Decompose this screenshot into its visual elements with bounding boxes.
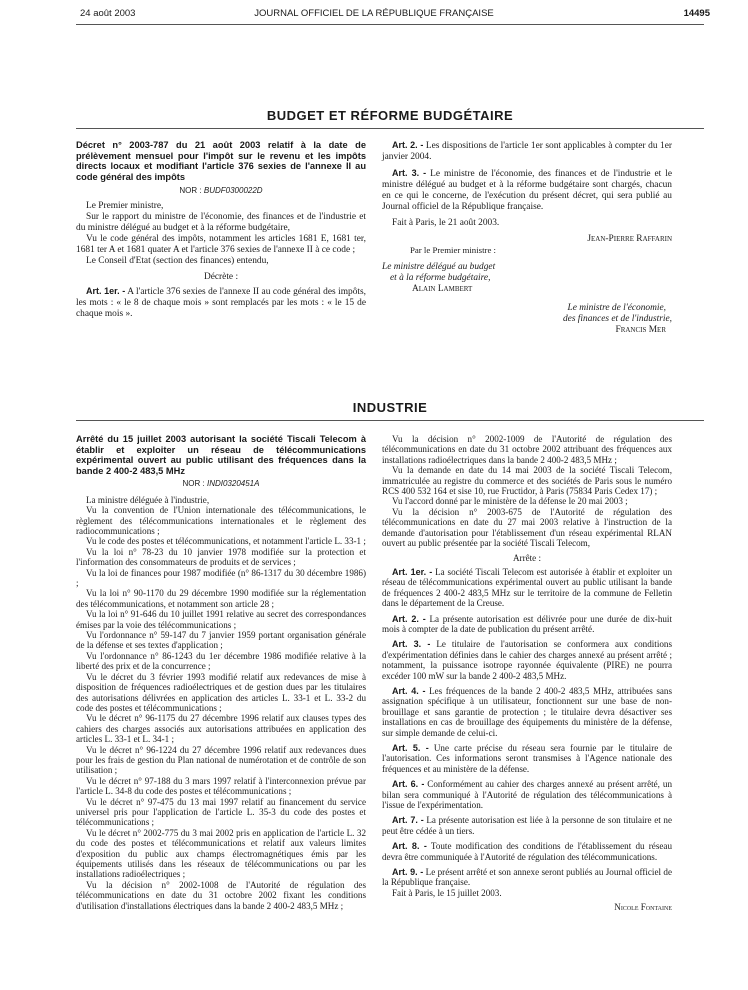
decree-para: Vu le code général des impôts, notamment les articles 1681 E, 1681 ter, 1681 ter A et 1681 quater A et l'article 376 sexies de l'annexe II à ce code ; <box>76 234 366 256</box>
arrete-article-2: Art. 2. - La présente autorisation est délivrée pour une durée de dix-huit mois à compter de la date de publication du présent arrêté. <box>382 613 672 634</box>
header-date: 24 août 2003 <box>80 8 136 19</box>
section-rule-budget <box>76 128 704 129</box>
decree-para: Le Conseil d'Etat (section des finances) entendu, <box>86 256 269 267</box>
arrete-visa: Vu le code des postes et télécommunications, et notamment l'article L. 33-1 ; <box>86 536 366 547</box>
signer-fontaine: Nicole Fontaine <box>614 902 672 913</box>
decree-done: Fait à Paris, le 21 août 2003. <box>392 218 500 228</box>
par-le-premier-ministre: Par le Premier ministre : <box>410 245 496 255</box>
arrete-visa: Vu le décret n° 96-1175 du 27 décembre 1996 relatif aux clauses types des cahiers des charges associés aux autorisations attribuées en application des articles L. 33-1 et L. 34-1 ; <box>76 713 366 745</box>
section-title-industrie: INDUSTRIE <box>352 400 428 415</box>
arrete-visa: Vu l'ordonnance n° 86-1243 du 1er décembre 1986 modifiée relative à la liberté des prix et de la concurrence ; <box>76 650 366 672</box>
arrete-visa: Vu l'accord donné par le ministère de la défense le 20 mai 2003 ; <box>392 496 628 507</box>
decree-decrete: Décrète : <box>203 272 239 283</box>
arrete-visa: Vu le décret du 3 février 1993 modifié relatif aux redevances de mise à disposition de fréquences radioélectriques et de gestion dues par les titulaires des autorisations délivrées en application des articles L. 33-1 et L. 33-2 du code des postes et télécommunications ; <box>76 671 366 713</box>
section-rule-industrie <box>76 420 704 421</box>
arrete-visa: Vu la loi n° 90-1170 du 29 décembre 1990 modifiée sur la réglementation des télécommunications, et notamment son article 28 ; <box>76 588 366 609</box>
budget-left-column <box>76 140 366 320</box>
arrete-visa: Vu l'ordonnance n° 59-147 du 7 janvier 1959 portant organisation générale de la défense et ses textes d'application ; <box>76 630 366 651</box>
arrete-article-3: Art. 3. - Le titulaire de l'autorisation se conformera aux conditions d'expérimentation définies dans le cahier des charges annexé au présent arrêté ; notamment, la puissance isotrope rayonnée équivalente (PIRE) ne pourra excéder 100 mW sur la bande 2 400-2 483,5 MHz. <box>382 639 672 681</box>
signer-raffarin: Jean-Pierre Raffarin <box>587 234 672 244</box>
arrete-visa: Vu la demande en date du 14 mai 2003 de la société Tiscali Telecom, immatriculée au registre du commerce et des sociétés de Paris sous le numéro RCS 400 532 164 et sise 10, rue Fructidor, à Paris (75834 Paris Cedex 17) ; <box>382 465 672 497</box>
arrete-visa: Vu le décret n° 96-1224 du 27 décembre 1996 relatif aux redevances dues pour les frais de gestion du Plan national de numérotation et de contrôle de son utilisation ; <box>76 744 366 776</box>
arrete-article-9: Art. 9. - Le présent arrêté et son annexe seront publiés au Journal officiel de la République française. <box>382 867 672 888</box>
decree-article-3: Art. 3. - Le ministre de l'économie, des finances et de l'industrie et le ministre délégué au budget et à la réforme budgétaire sont chargés, chacun en ce qui le concerne, de l'exécution du présent décret, qui sera publié au Journal officiel de la République française. <box>382 168 672 212</box>
arrete-arrete: Arrête : <box>512 553 542 564</box>
section-title-budget: BUDGET ET RÉFORME BUDGÉTAIRE <box>266 108 514 123</box>
decree-para: Le Premier ministre, <box>86 201 164 212</box>
decree-title: Décret n° 2003-787 du 21 août 2003 relatif à la date de prélèvement mensuel pour l'impôt sur le revenu et les impôts directs locaux et modifiant l'article 376 sexies de l'annexe II au code général des impôts <box>76 140 366 182</box>
page-header <box>0 8 748 22</box>
arrete-visa: La ministre déléguée à l'industrie, <box>86 494 210 505</box>
arrete-article-5: Art. 5. - Une carte précise du réseau sera fournie par le titulaire de l'autorisation. Ces informations seront transmises à l'Agence nationale des fréquences et au ministère de la défense. <box>382 742 672 774</box>
header-page-number: 14495 <box>683 8 710 19</box>
arrete-visa: Vu la convention de l'Union internationale des télécommunications, le règlement des télécommunications internationales et le règlement des radiocommunications ; <box>76 505 366 536</box>
arrete-nor: NOR : INDI0320451A <box>182 479 260 489</box>
budget-right-column <box>382 140 672 336</box>
arrete-article-8: Art. 8. - Toute modification des conditions de l'établissement du réseau devra être communiquée à l'Autorité de régulation des télécommunications. <box>382 841 672 862</box>
arrete-visa: Vu la décision n° 2002-1009 de l'Autorité de régulation des télécommunications en date du 31 octobre 2002 attribuant des fréquences aux installations radioélectriques dans la bande 2 400-2 483,5 MHz ; <box>382 434 672 465</box>
decree-para: Sur le rapport du ministre de l'économie, des finances et de l'industrie et du ministre délégué au budget et à la réforme budgétaire, <box>76 212 366 234</box>
decree-nor: NOR : BUDF0300022D <box>179 186 263 196</box>
arrete-visa: Vu le décret n° 97-188 du 3 mars 1997 relatif à l'interconnexion prévue par l'article L. 34-8 du code des postes et télécommunications ; <box>76 775 366 797</box>
arrete-visa: Vu la décision n° 2002-1008 de l'Autorité de régulation des télécommunications en date du 31 octobre 2002 fixant les conditions d'utilisation d'installations électriques dans la bande 2 400-2 483,5 MHz ; <box>76 879 366 911</box>
decree-article-2: Art. 2. - Les dispositions de l'article 1er sont applicables à compter du 1er janvier 2004. <box>382 140 672 162</box>
arrete-visa: Vu le décret n° 97-475 du 13 mai 1997 relatif au financement du service universel pris pour l'application de l'article L. 35-3 du code des postes et télécommunications ; <box>76 796 366 828</box>
industrie-left-column <box>76 434 366 911</box>
signer-lambert: Alain Lambert <box>412 284 473 294</box>
min-delegue-line1: Le ministre délégué au budget <box>382 262 496 272</box>
signer-mer: Francis Mer <box>615 325 666 335</box>
header-journal: JOURNAL OFFICIEL DE LA RÉPUBLIQUE FRANÇAISE <box>254 8 494 19</box>
arrete-title: Arrêté du 15 juillet 2003 autorisant la société Tiscali Telecom à établir et exploiter un réseau de télécommunications expérimental ouvert au public utilisant des fréquences dans la bande 2 400-2 483,5 MHz <box>76 434 366 476</box>
arrete-article-4: Art. 4. - Les fréquences de la bande 2 400-2 483,5 MHz, attribuées sans assignation spécifique à un utilisateur, fonctionnent sur une base de non-brouillage et sans garantie de protection ; le titulaire devra désactiver ses installations en cas de brouillage des équipements du ministère de la défense, sur simple demande de celui-ci. <box>382 685 672 738</box>
decree-article-1: Art. 1er. - A l'article 376 sexies de l'annexe II au code général des impôts, les mots : « le 8 de chaque mois » sont remplacés par les mots : « le 15 de chaque mois ». <box>76 286 367 320</box>
arrete-article-6: Art. 6. - Conformément au cahier des charges annexé au présent arrêté, un bilan sera communiqué à l'Autorité de régulation des télécommunications à l'issue de l'expérimentation. <box>382 779 672 810</box>
min-eco-line1: Le ministre de l'économie, <box>567 303 666 313</box>
arrete-visa: Vu la loi de finances pour 1987 modifiée (n° 86-1317 du 30 décembre 1986) ; <box>76 567 366 589</box>
min-delegue-line2: et à la réforme budgétaire, <box>390 273 491 283</box>
arrete-visa: Vu la décision n° 2003-675 de l'Autorité de régulation des télécommunications en date du 27 mai 2003 relative à l'instruction de la demande d'autorisation pour l'établissement d'un réseau expérimental RLAN ouvert au public présentée par la société Tiscali Telecom, <box>382 506 672 549</box>
arrete-done: Fait à Paris, le 15 juillet 2003. <box>392 887 502 898</box>
header-rule <box>76 24 704 25</box>
arrete-article-7: Art. 7. - La présente autorisation est liée à la personne de son titulaire et ne peut être cédée à un tiers. <box>382 815 672 836</box>
arrete-visa: Vu la loi n° 78-23 du 10 janvier 1978 modifiée sur la protection et l'information des consommateurs de produits et de services ; <box>76 546 366 568</box>
industrie-right-column <box>382 434 672 913</box>
arrete-visa: Vu la loi n° 91-646 du 10 juillet 1991 relative au secret des correspondances émises par la voie des télécommunications ; <box>76 609 366 630</box>
min-eco-line2: des finances et de l'industrie, <box>562 314 672 324</box>
arrete-article-1: Art. 1er. - La société Tiscali Telecom est autorisée à établir et exploiter un réseau de télécommunications expérimental ouvert au public utilisant la bande de fréquences 2 400-2 483,5 MHz sur le territoire de la commune de Felletin dans le département de la Creuse. <box>382 566 673 609</box>
arrete-visa: Vu le décret n° 2002-775 du 3 mai 2002 pris en application de l'article L. 32 du code des postes et télécommunications et relatif aux valeurs limites d'exposition du public aux champs électromagnétiques émis par les équipements utilisés dans les réseaux de télécommunications ou par les installations radioélectriques ; <box>76 827 366 880</box>
